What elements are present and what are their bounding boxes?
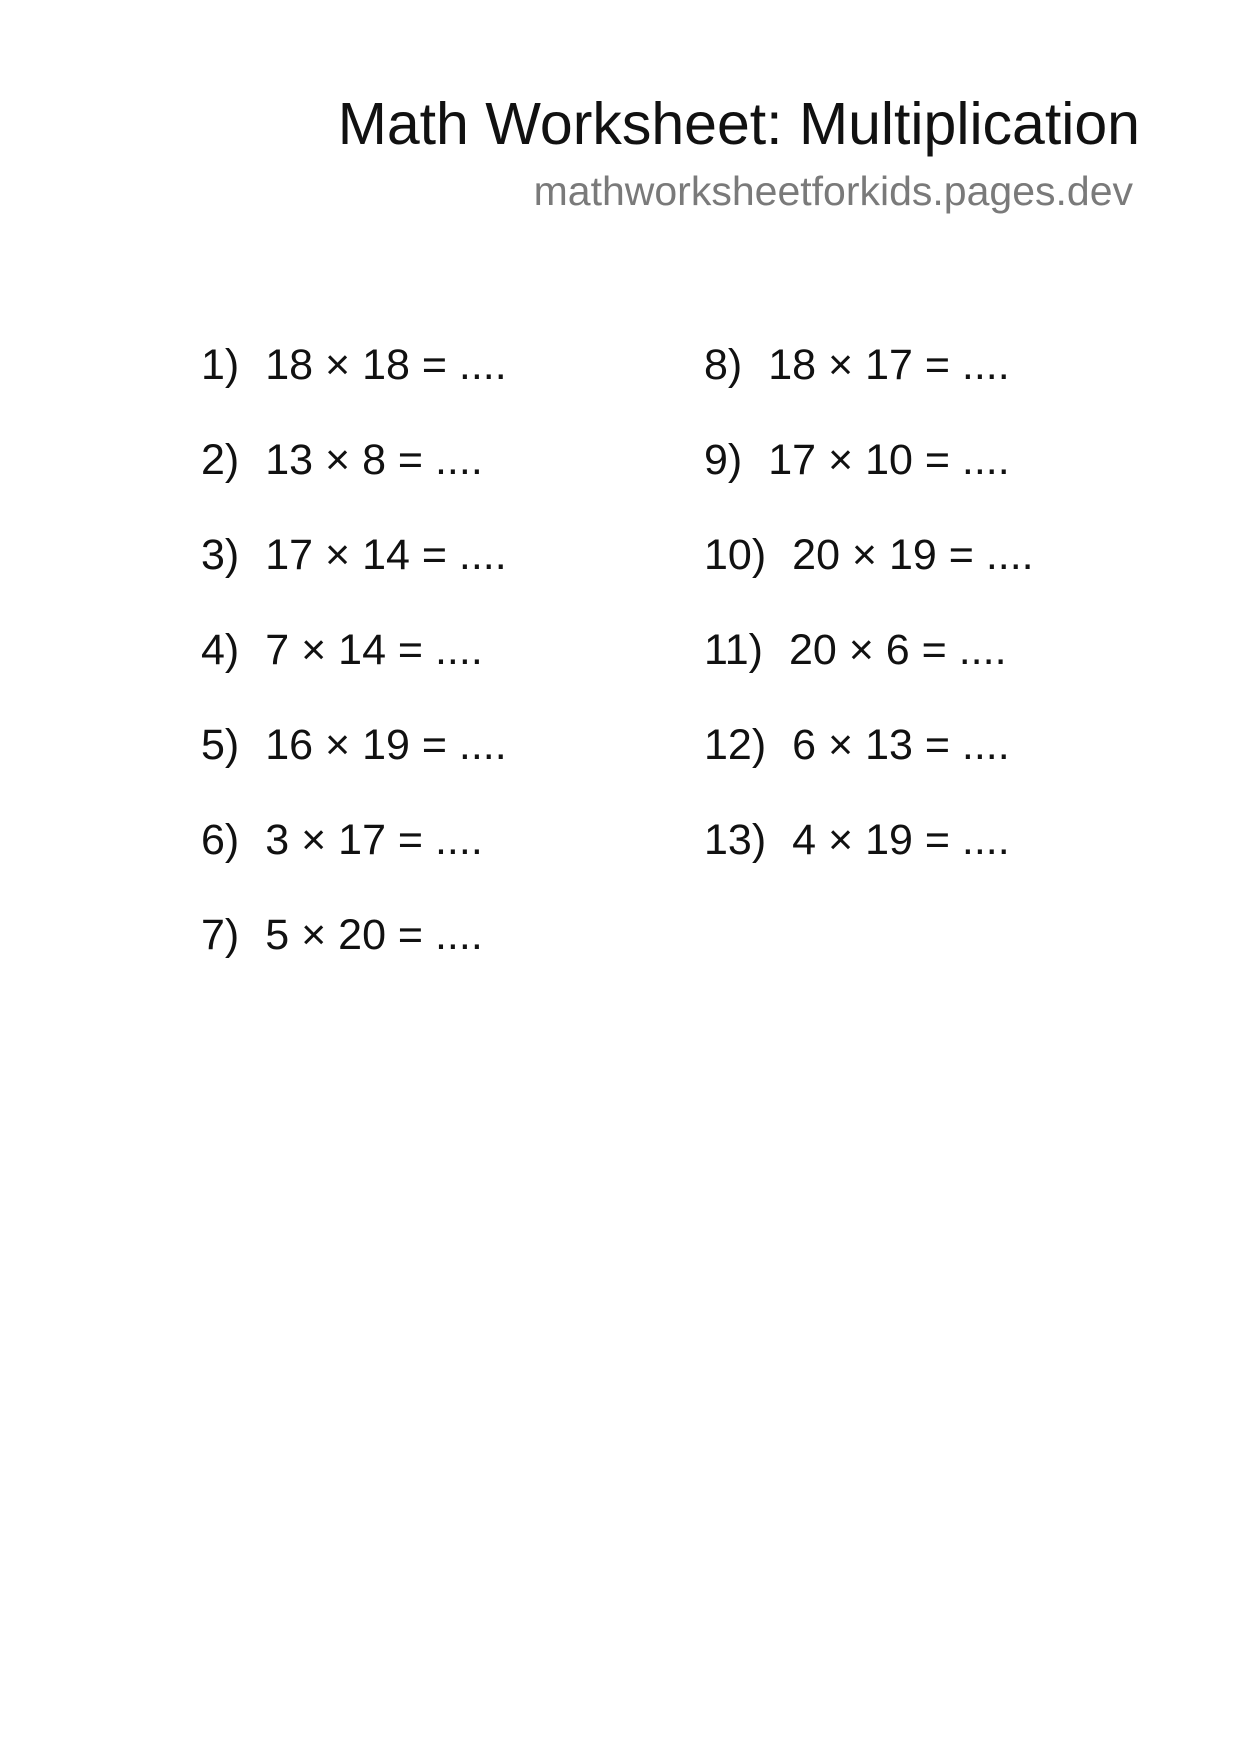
problem-item [201,816,507,914]
problem-item [201,436,507,534]
problems-column-right [704,341,1034,914]
problem-item [704,816,1034,914]
website-url: mathworksheetforkids.pages.dev [533,167,1133,214]
problem-expression: 20 × 19 = .... [792,531,1034,579]
problem-expression: 13 × 8 = .... [265,436,483,484]
problem-item [201,721,507,819]
problem-item [704,721,1034,819]
worksheet-title: Math Worksheet: Multiplication [337,91,1140,157]
problem-expression: 18 × 17 = .... [768,341,1010,389]
worksheet-header [338,92,1140,216]
problem-number: 7) [201,911,240,959]
problem-number: 11) [704,626,763,674]
problem-expression: 5 × 20 = .... [265,911,483,959]
problem-expression: 16 × 19 = .... [265,721,507,769]
problem-expression: 20 × 6 = .... [788,626,1007,674]
problem-expression: 4 × 19 = .... [792,816,1010,864]
problem-item [704,436,1034,534]
problem-item [704,626,1034,724]
problem-expression: 7 × 14 = .... [265,626,483,674]
problem-number: 13) [704,816,767,864]
problem-number: 2) [201,436,240,484]
problem-expression: 17 × 10 = .... [768,436,1010,484]
problem-item [201,911,507,1009]
problem-number: 9) [704,436,743,484]
problem-expression: 18 × 18 = .... [265,341,507,389]
problem-number: 8) [704,341,743,389]
problem-item [201,531,507,629]
problem-item [201,626,507,724]
problem-expression: 6 × 13 = .... [792,721,1010,769]
problem-number: 6) [201,816,240,864]
problem-number: 5) [201,721,240,769]
problems-column-left [201,341,507,1009]
problem-number: 10) [704,531,767,579]
problem-expression: 17 × 14 = .... [265,531,507,579]
problem-item [704,341,1034,439]
problem-number: 3) [201,531,240,579]
problem-number: 1) [201,341,240,389]
problem-number: 12) [704,721,767,769]
problem-item [201,341,507,439]
problem-expression: 3 × 17 = .... [265,816,483,864]
problem-item [704,531,1034,629]
problem-number: 4) [201,626,240,674]
